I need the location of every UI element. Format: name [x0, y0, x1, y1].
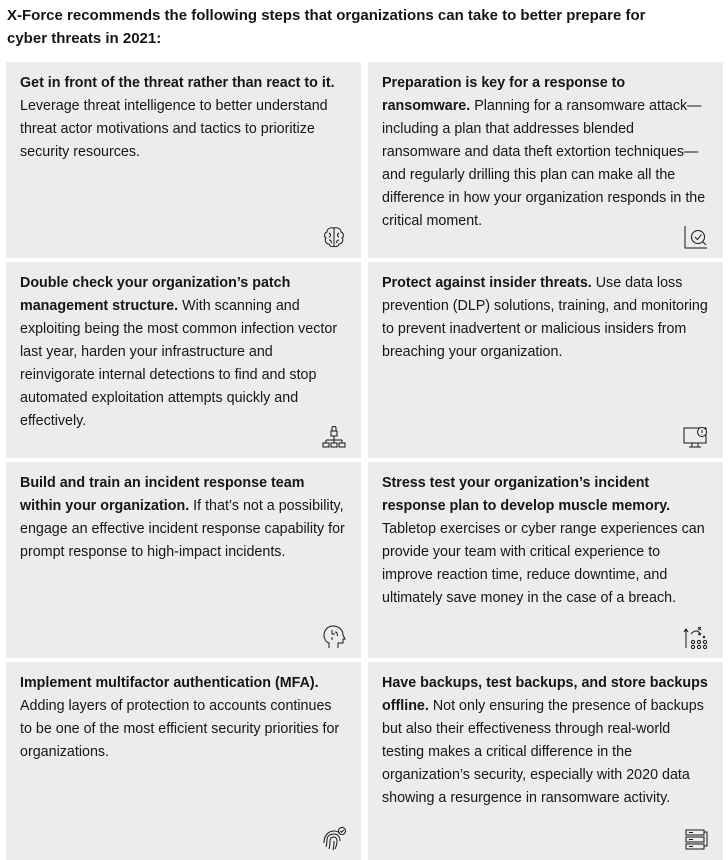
card-heading: Preparation is key for a response to ransomware. — [382, 75, 626, 114]
card-body: If that’s not a possibility, engage an effective incident response capability for prompt response to high-impact incidents. — [20, 498, 345, 560]
server-backup-icon — [683, 826, 709, 852]
card-heading: Protect against insider threats. — [382, 275, 592, 291]
card-heading: Get in front of the threat rather than react to it. — [20, 75, 335, 91]
card-body: Use data loss prevention (DLP) solutions, training, and monitoring to prevent inadvertent or malicious insiders from breaching your organization. — [382, 275, 708, 360]
recommendation-card — [6, 662, 361, 860]
head-thinking-icon — [321, 624, 347, 650]
card-heading: Build and train an incident response team within your organization. — [20, 475, 305, 514]
card-body: Tabletop exercises or cyber range experiences can provide your team with critical experience to improve reaction time, reduce downtime, and ultimately save money in the case of a breach. — [382, 521, 705, 606]
fingerprint-icon — [321, 826, 347, 852]
monitor-security-icon — [683, 424, 709, 450]
card-heading: Implement multifactor authentication (MFA). — [20, 675, 319, 691]
card-body: Adding layers of protection to accounts continues to be one of the most efficient security priorities for organizations. — [20, 698, 340, 760]
recommendation-card — [6, 62, 361, 258]
chart-check-icon — [683, 224, 709, 250]
intro-heading: X-Force recommends the following steps that organizations can take to better prepare for cyber threats in 2021: — [7, 7, 646, 47]
card-body: Leverage threat intelligence to better understand threat actor motivations and tactics to prioritize security resources. — [20, 98, 328, 160]
recommendation-card — [368, 62, 723, 258]
card-body: With scanning and exploiting being the most common infection vector last year, harden your infrastructure and reinvigorate internal detections to find and stop automated exploitation attempts quickly and effectively. — [20, 298, 338, 429]
card-heading: Have backups, test backups, and store backups offline. — [382, 675, 708, 714]
card-heading: Double check your organization’s patch management structure. — [20, 275, 291, 314]
recommendation-card — [6, 462, 361, 658]
recommendation-card — [368, 662, 723, 860]
card-body: Not only ensuring the presence of backups but also their effectiveness through real-world testing makes a critical difference in the organization’s security, especially with 2020 data showing a resurgence in ransomware activity. — [382, 698, 704, 806]
card-heading: Stress test your organization’s incident response plan to develop muscle memory. — [382, 475, 671, 514]
card-body: Planning for a ransomware attack—including a plan that addresses blended ransomware and data theft extortion techniques—and regularly drilling this plan can make all the difference in how your organization responds in the critical moment. — [382, 98, 706, 229]
recommendation-card — [368, 462, 723, 658]
strategy-play-icon — [683, 624, 709, 650]
recommendations-grid — [6, 62, 723, 860]
recommendation-card — [368, 262, 723, 458]
recommendation-card — [6, 262, 361, 458]
brain-icon — [321, 224, 347, 250]
network-lock-icon — [321, 424, 347, 450]
